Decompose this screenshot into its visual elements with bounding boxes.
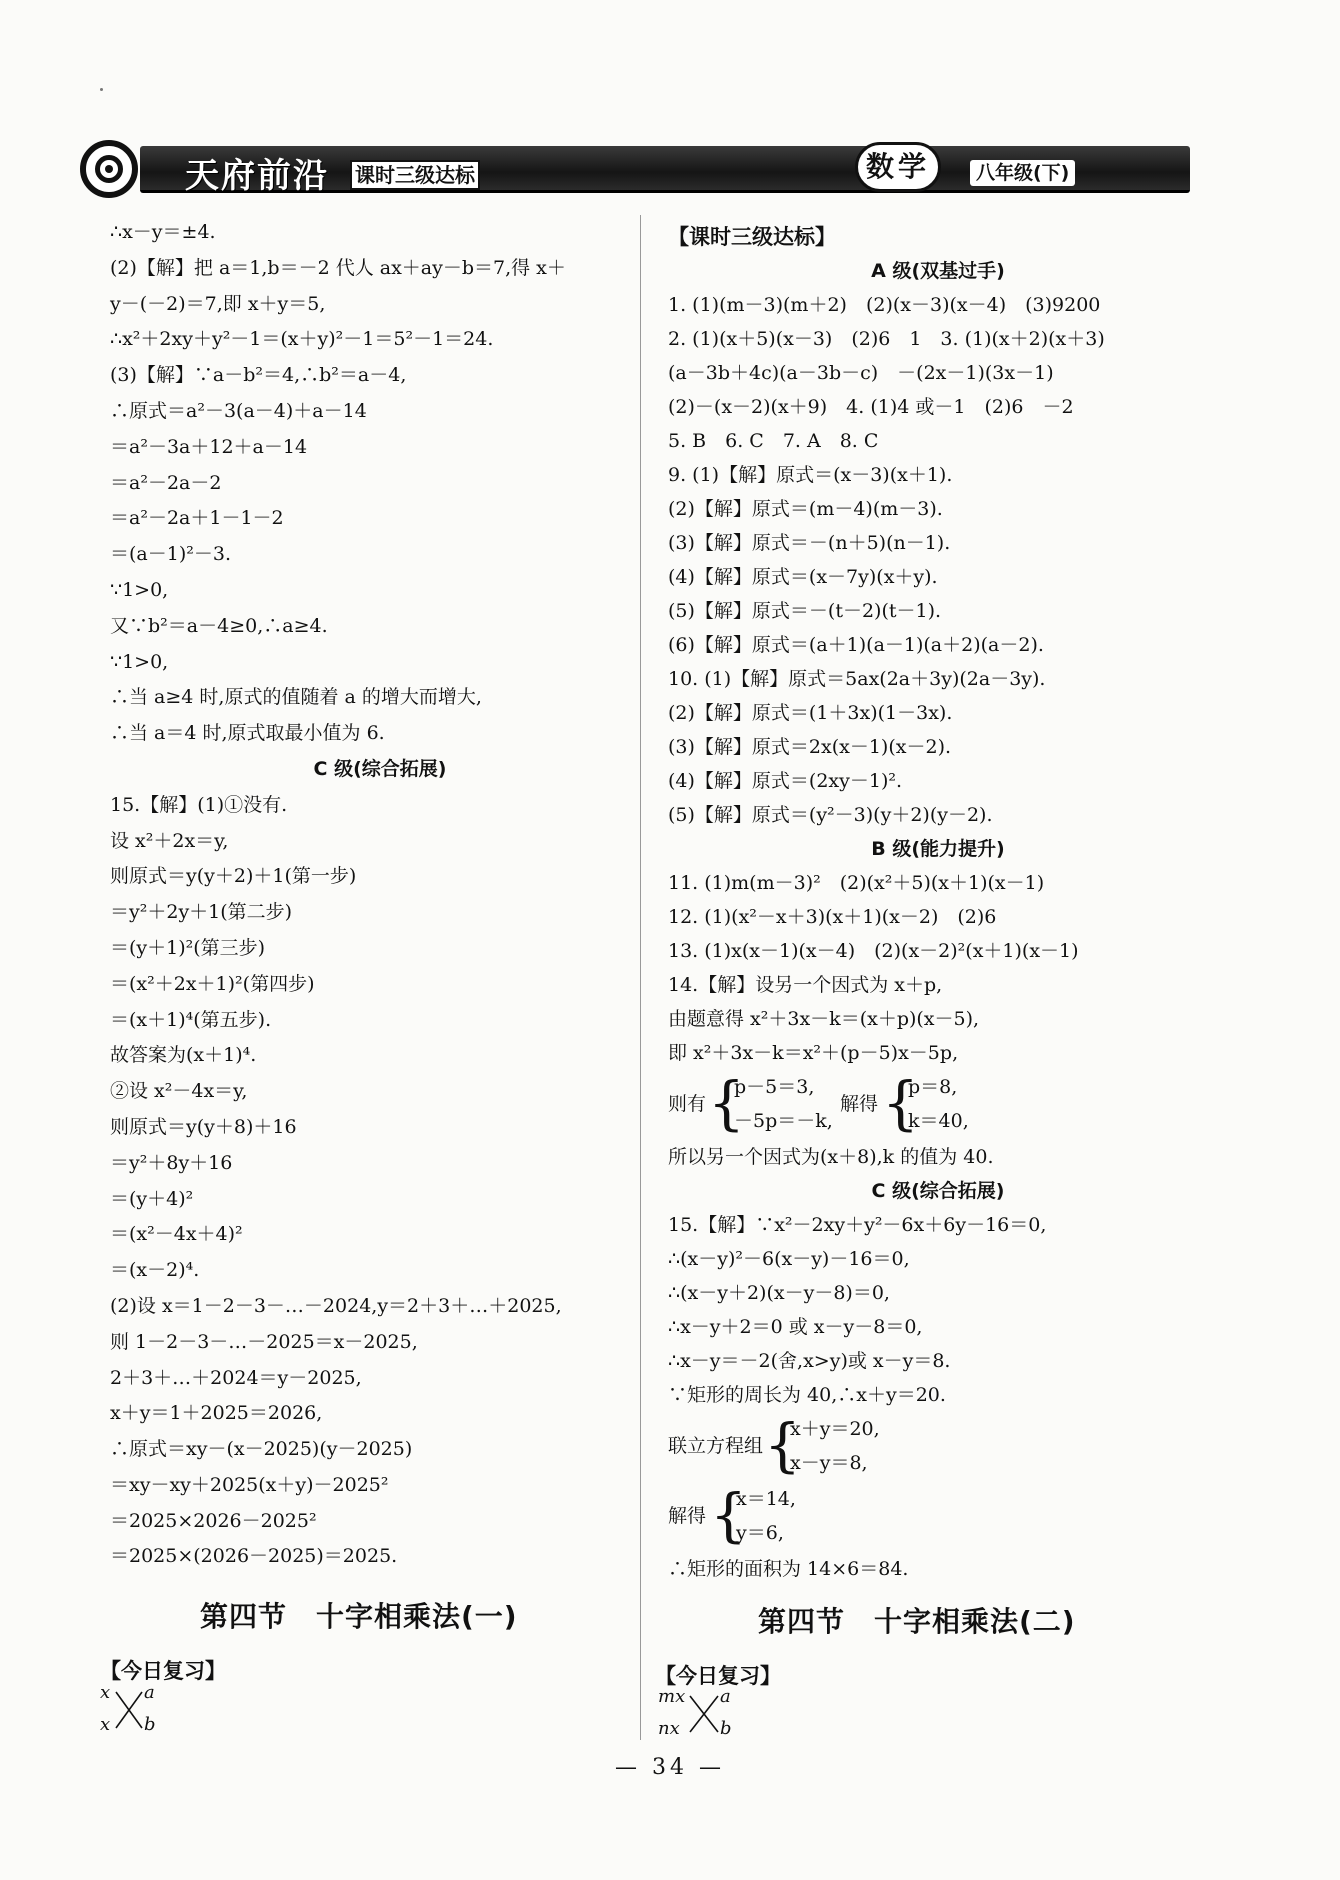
cross-term: nx [658,1718,680,1739]
cross-term: b [720,1718,732,1739]
text-line: y－(－2)＝7,即 x＋y＝5, [110,292,326,315]
text-line: ∴x－y＋2＝0 或 x－y－8＝0, [668,1316,923,1338]
text-line: 9. (1)【解】原式＝(x－3)(x＋1). [668,464,953,486]
text-line: 11. (1)m(m－3)² (2)(x²＋5)(x＋1)(x－1) [668,872,1045,894]
text-line: ＝(x＋1)⁴(第五步). [110,1008,272,1031]
text-line: ＝(x²＋2x＋1)²(第四步) [110,972,315,995]
text-line: (5)【解】原式＝－(t－2)(t－1). [668,600,942,622]
text-line: 15.【解】∵x²－2xy＋y²－6x＋6y－16＝0, [668,1214,1047,1236]
cross-term: b [144,1714,156,1735]
equation-system [668,1412,1208,1482]
text-line: (5)【解】原式＝(y²－3)(y＋2)(y－2). [668,804,993,826]
text-line: (2)【解】把 a＝1,b＝－2 代人 ax＋ay－b＝7,得 x＋ [110,256,566,279]
text-line: (2)【解】原式＝(m－4)(m－3). [668,498,943,520]
target-logo-icon [80,140,138,198]
text-line: ＝a²－3a＋12＋a－14 [110,435,308,458]
text-line: ∴矩形的面积为 14×6＝84. [668,1558,909,1580]
text-line: 所以另一个因式为(x＋8),k 的值为 40. [668,1146,994,1168]
cross-diagram-left [100,1682,170,1742]
right-column [668,220,1208,1586]
text-line: ＝2025×2026－2025² [110,1509,317,1532]
cross-term: mx [658,1686,686,1707]
text-line: 则原式＝y(y＋8)＋16 [110,1115,297,1138]
system-solution-lead: 解得 [840,1093,879,1115]
equation: x＝14, [736,1488,796,1510]
brace-icon: { [764,1411,801,1479]
text-line: 设 x²＋2x＝y, [110,829,229,852]
text-line: x＋y＝1＋2025＝2026, [110,1402,323,1425]
text-line: ＝xy－xy＋2025(x＋y)－2025² [110,1473,389,1496]
text-line: ∴当 a≥4 时,原式的值随着 a 的增大而增大, [110,686,482,709]
text-line: ＝(x－2)⁴. [110,1259,200,1282]
text-line: (2)－(x－2)(x＋9) 4. (1)4 或－1 (2)6 －2 [668,396,1074,418]
text-line: ∴当 a＝4 时,原式取最小值为 6. [110,722,385,745]
system-lead: 联立方程组 [668,1435,764,1457]
level-heading: A 级(双基过手) [871,260,1005,282]
system-lead: 解得 [668,1505,707,1527]
text-line: 10. (1)【解】原式＝5ax(2a＋3y)(2a－3y). [668,668,1046,690]
text-line: ∴x－y＝±4. [110,221,216,243]
cross-lines-icon [688,1694,720,1734]
text-line: ＝a²－2a－2 [110,471,222,494]
text-line: ＝a²－2a＋1－1－2 [110,507,284,530]
equation: p－5＝3, [734,1076,815,1098]
text-line: 15.【解】(1)①没有. [110,793,288,816]
text-line: 1. (1)(m－3)(m＋2) (2)(x－3)(x－4) (3)9200 [668,294,1101,316]
level-heading: B 级(能力提升) [871,838,1005,860]
cross-diagram-right [658,1686,748,1746]
equation: x－y＝8, [790,1452,868,1474]
text-line: ＝(a－1)²－3. [110,543,231,566]
text-line: 又∵b²＝a－4≥0,∴a≥4. [110,614,328,637]
text-line: ＝y²＋2y＋1(第二步) [110,901,293,924]
text-line: ∵1>0, [110,578,169,601]
text-line: ＝(y＋4)² [110,1187,194,1210]
equation: p＝8, [908,1076,958,1098]
equation: k＝40, [908,1110,969,1132]
text-line: 12. (1)(x²－x＋3)(x＋1)(x－2) (2)6 [668,906,997,928]
exercise-heading: 【课时三级达标】 [668,225,836,249]
text-line: ∴x－y＝－2(舍,x>y)或 x－y＝8. [668,1350,951,1372]
text-line: (4)【解】原式＝(2xy－1)². [668,770,903,792]
text-line: ∴原式＝a²－3(a－4)＋a－14 [110,399,367,422]
cross-term: a [144,1682,155,1703]
equation: y＝6, [736,1522,784,1544]
cross-term: x [100,1714,111,1735]
text-line: 则 1－2－3－…－2025＝x－2025, [110,1330,418,1353]
brand-subtitle: 课时三级达标 [350,160,480,190]
cross-lines-icon [114,1690,144,1730]
section-title-left: 第四节 十字相乘法(一) [200,1600,518,1633]
equation-system [668,1070,1208,1140]
equation: －5p＝－k, [734,1110,833,1132]
subject-badge: 数学 [855,142,941,192]
cross-term: x [100,1682,111,1703]
brace-icon: { [708,1069,745,1137]
page-number: — 34 — [615,1755,725,1780]
text-line: ∵矩形的周长为 40,∴x＋y＝20. [668,1384,946,1406]
text-line: 2. (1)(x＋5)(x－3) (2)6 1 3. (1)(x＋2)(x＋3) [668,328,1105,350]
text-line: ∴(x－y)²－6(x－y)－16＝0, [668,1248,910,1270]
left-column [110,215,650,1575]
text-line: ＝y²＋8y＋16 [110,1151,233,1174]
text-line: 故答案为(x＋1)⁴. [110,1044,257,1067]
cross-term: a [720,1686,731,1707]
text-line: ∴(x－y＋2)(x－y－8)＝0, [668,1282,890,1304]
text-line: (4)【解】原式＝(x－7y)(x＋y). [668,566,938,588]
review-label-left: 【今日复习】 [100,1659,226,1683]
text-line: (2)【解】原式＝(1＋3x)(1－3x). [668,702,953,724]
equation: x＋y＝20, [790,1418,880,1440]
level-heading: C 级(综合拓展) [313,757,447,780]
text-line: ②设 x²－4x＝y, [110,1080,248,1103]
text-line: (3)【解】原式＝2x(x－1)(x－2). [668,736,952,758]
text-line: 则原式＝y(y＋2)＋1(第一步) [110,865,357,888]
text-line: 即 x²＋3x－k＝x²＋(p－5)x－5p, [668,1042,959,1064]
brand-title: 天府前沿 [185,156,329,196]
text-line: ＝(y＋1)²(第三步) [110,936,266,959]
text-line: ＝(x²－4x＋4)² [110,1223,243,1246]
text-line: (3)【解】∵a－b²＝4,∴b²＝a－4, [110,364,407,387]
text-line: (a－3b＋4c)(a－3b－c) －(2x－1)(3x－1) [668,362,1054,384]
equation-system [668,1482,1208,1552]
text-line: ∵1>0, [110,650,169,673]
header-banner [80,138,1195,200]
system-lead: 则有 [668,1093,707,1115]
grade-label: 八年级(下) [970,160,1075,186]
text-line: 2＋3＋…＋2024＝y－2025, [110,1366,362,1389]
text-line: 14.【解】设另一个因式为 x＋p, [668,974,943,996]
text-line: 5. B 6. C 7. A 8. C [668,430,879,452]
review-label-right: 【今日复习】 [655,1664,781,1688]
text-line: ∴x²＋2xy＋y²－1＝(x＋y)²－1＝5²－1＝24. [110,328,494,351]
speck [100,88,103,91]
text-line: (2)设 x＝1－2－3－…－2024,y＝2＋3＋…＋2025, [110,1294,562,1317]
text-line: 由题意得 x²＋3x－k＝(x＋p)(x－5), [668,1008,980,1030]
brace-icon: { [882,1069,919,1137]
brace-icon: { [710,1481,747,1549]
text-line: ∴原式＝xy－(x－2025)(y－2025) [110,1438,413,1461]
level-heading: C 级(综合拓展) [871,1180,1005,1202]
text-line: (3)【解】原式＝－(n＋5)(n－1). [668,532,951,554]
section-title-right: 第四节 十字相乘法(二) [758,1605,1076,1638]
text-line: ＝2025×(2026－2025)＝2025. [110,1545,398,1568]
text-line: 13. (1)x(x－1)(x－4) (2)(x－2)²(x＋1)(x－1) [668,940,1079,962]
text-line: (6)【解】原式＝(a＋1)(a－1)(a＋2)(a－2). [668,634,1044,656]
